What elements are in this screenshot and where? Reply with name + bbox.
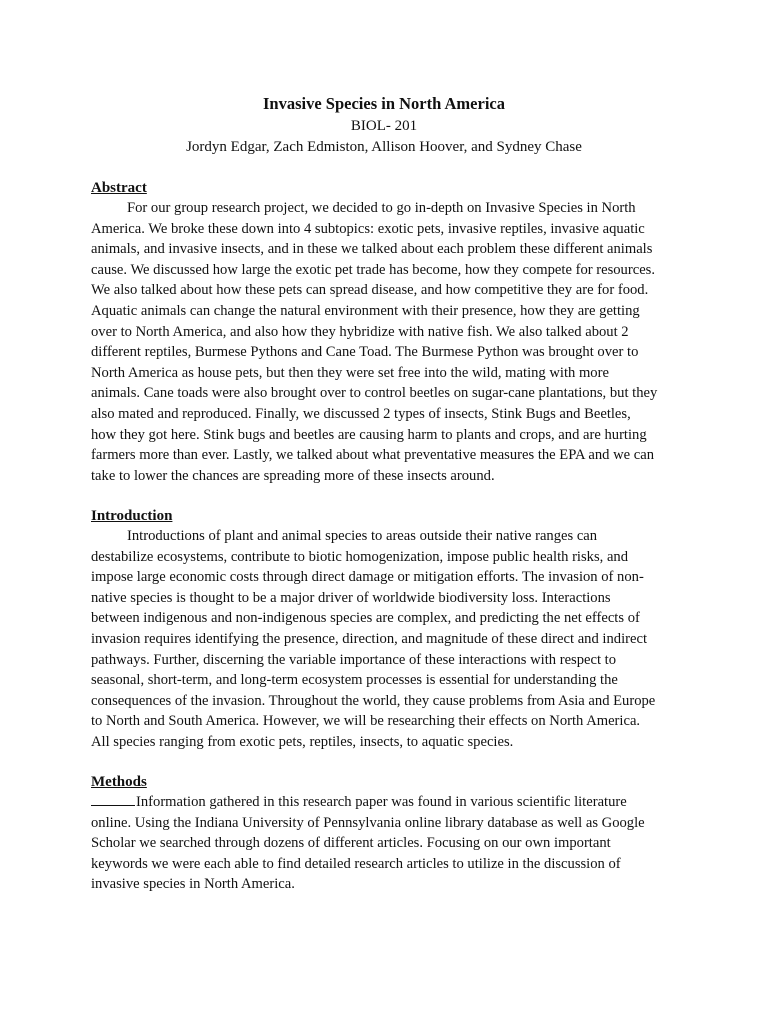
abstract-line: also mated and reproduced. Finally, we discussed 2 types of insects, Stink Bugs and Beetles, [91,405,631,422]
introduction-section [91,506,691,753]
introduction-line: invasion requires identifying the presence, direction, and magnitude of these direct and indirect [91,630,647,647]
course-code: BIOL- 201 [350,118,418,134]
introduction-line: consequences of the invasion. Throughout the world, they cause problems from Asia and Europe [91,692,656,709]
introduction-line: to North and South America. However, we will be researching their effects on North America. [91,713,641,730]
abstract-line: Aquatic animals can change the natural environment with their presence, how they are getting [91,302,640,319]
abstract-heading: Abstract [91,180,147,196]
introduction-line: impose large economic costs through direct damage or mitigation efforts. The invasion of non- [91,569,644,586]
introduction-heading: Introduction [91,508,173,524]
methods-section [91,772,691,895]
abstract-paragraph [91,198,691,486]
methods-line: keywords we were each able to find detailed research articles to utilize in the discussion of [91,855,621,872]
introduction-line: native species is thought to be a major driver of worldwide biodiversity loss. Interactions [91,589,611,606]
methods-line: Scholar we searched through dozens of different articles. Focusing on our own important [91,835,611,852]
abstract-line: different reptiles, Burmese Pythons and Cane Toad. The Burmese Python was brought over to [91,344,639,361]
abstract-section [91,178,691,486]
methods-line: Information gathered in this research paper was found in various scientific literature [136,794,627,810]
author-list: Jordyn Edgar, Zach Edmiston, Allison Hoover, and Sydney Chase [186,139,582,155]
introduction-line: pathways. Further, discerning the variable importance of these interactions with respect to [91,651,617,668]
methods-line: online. Using the Indiana University of Pennsylvania online library database as well as Google [91,814,645,831]
introduction-line: All species ranging from exotic pets, reptiles, insects, to aquatic species. [91,733,514,750]
abstract-line: animals. Cane toads were also brought over to control beetles on sugar-cane plantations, but they [91,385,658,402]
abstract-line: take to lower the chances are spreading more of these insects around. [91,467,495,484]
introduction-line: destabilize ecosystems, contribute to biotic homogenization, impose public health risks, and [91,548,629,565]
abstract-line: America. We broke these down into 4 subtopics: exotic pets, invasive reptiles, invasive aquatic [91,220,645,237]
abstract-line: We also talked about how these pets can spread disease, and how competitive they are for food. [91,282,649,299]
abstract-line: over to North America, and also how they hybridize with native fish. We also talked about 2 [91,323,629,340]
introduction-line: Introductions of plant and animal species to areas outside their native ranges can [127,528,598,544]
methods-paragraph [91,792,691,895]
paper-title: Invasive Species in North America [263,94,505,113]
abstract-line: how they got here. Stink bugs and beetles are causing harm to plants and crops, and are hurting [91,426,647,443]
abstract-line: cause. We discussed how large the exotic pet trade has become, how they compete for resources. [91,261,655,278]
introduction-line: between indigenous and non-indigenous species are complex, and predicting the net effects of [91,610,640,627]
abstract-line: North America as house pets, but then they were set free into the wild, mating with more [91,364,609,381]
indent-underline [91,792,135,806]
abstract-line: For our group research project, we decided to go in-depth on Invasive Species in North [127,200,636,216]
methods-heading: Methods [91,774,147,790]
abstract-line: animals, and invasive insects, and in these we talked about each problem these different animals [91,241,653,258]
abstract-line: farmers more than ever. Lastly, we talked about what preventative measures the EPA and we can [91,447,655,464]
introduction-line: seasonal, short-term, and long-term ecosystem processes is essential for understanding the [91,672,618,689]
methods-first-line [91,792,691,813]
methods-line: invasive species in North America. [91,876,295,893]
introduction-paragraph [91,526,691,753]
